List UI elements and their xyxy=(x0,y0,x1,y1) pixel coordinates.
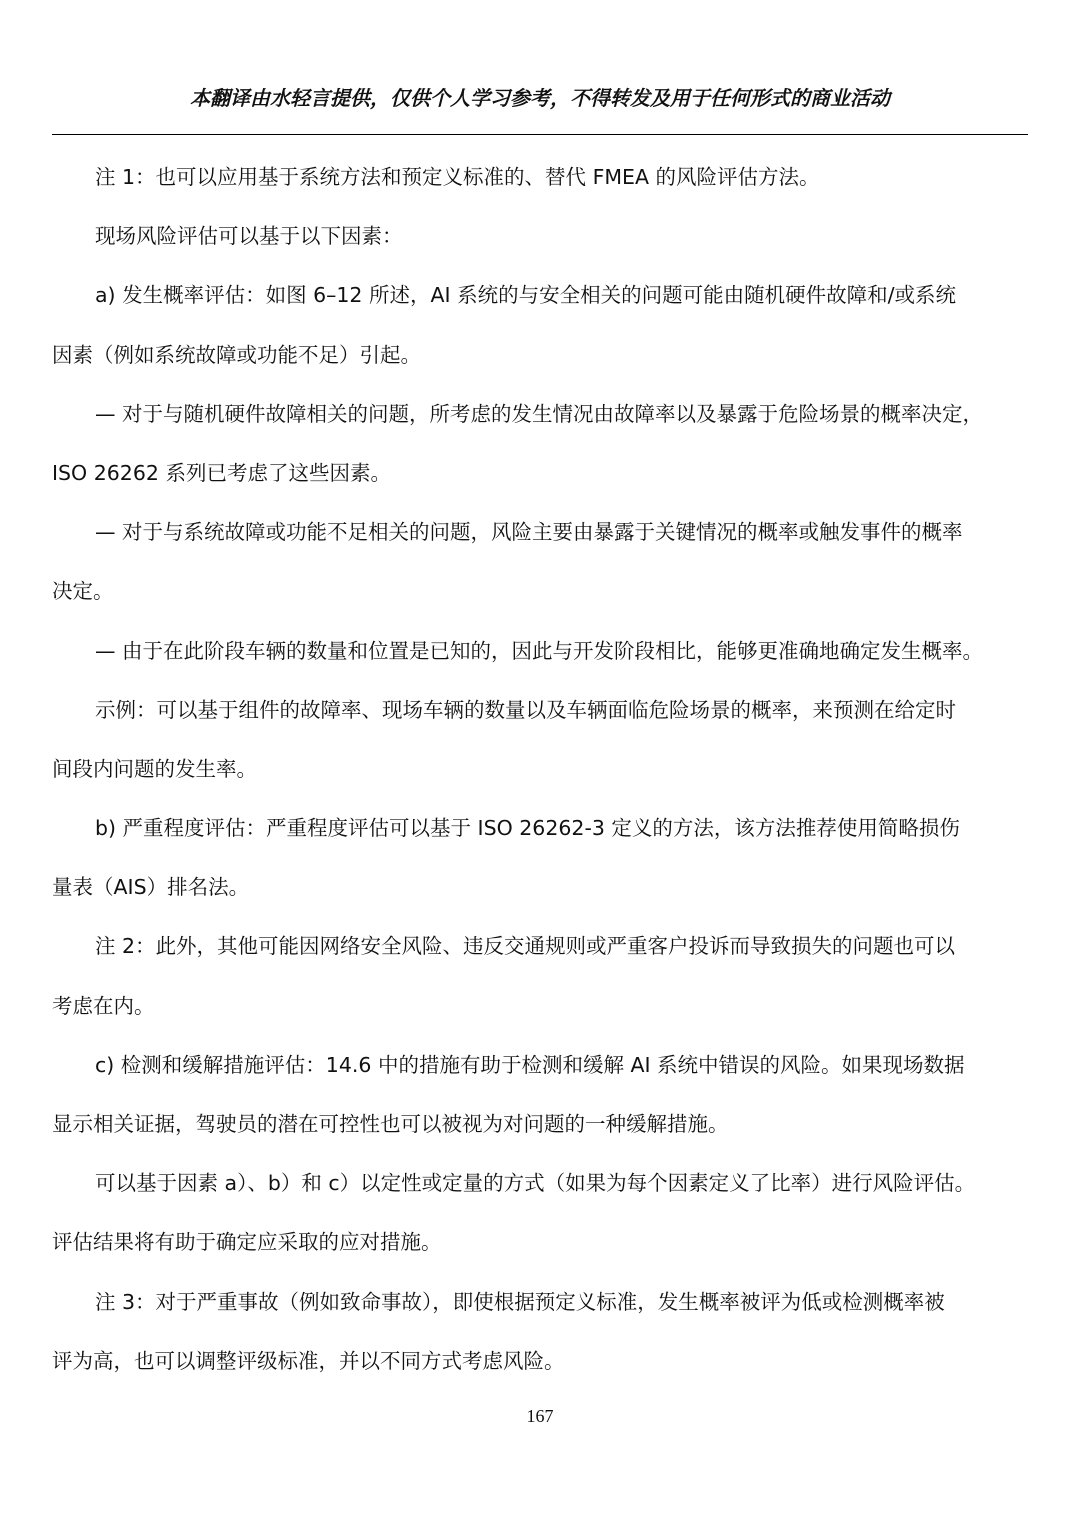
text-line: 注 3：对于严重事故（例如致命事故），即使根据预定义标准，发生概率被评为低或检测概率被 xyxy=(95,1289,945,1314)
text-line: 评估结果将有助于确定应采取的应对措施。 xyxy=(52,1230,442,1255)
text-line: 可以基于因素 a）、b）和 c）以定性或定量的方式（如果为每个因素定义了比率）进行风险评估。 xyxy=(95,1171,976,1196)
text-line: — 对于与随机硬件故障相关的问题，所考虑的发生情况由故障率以及暴露于危险场景的概率决定， xyxy=(95,401,984,426)
text-line: a) 发生概率评估：如图 6–12 所述，AI 系统的与安全相关的问题可能由随机硬件故障和/或系统 xyxy=(95,283,956,308)
text-line: 评为高，也可以调整评级标准，并以不同方式考虑风险。 xyxy=(52,1348,565,1373)
text-line: b) 严重程度评估：严重程度评估可以基于 ISO 26262-3 定义的方法，该方法推荐使用简略损伤 xyxy=(95,816,960,841)
text-line: 显示相关证据，驾驶员的潜在可控性也可以被视为对问题的一种缓解措施。 xyxy=(52,1112,729,1136)
text-line: — 对于与系统故障或功能不足相关的问题，风险主要由暴露于关键情况的概率或触发事件的概率 xyxy=(95,520,963,545)
text-line: 注 2：此外，其他可能因网络安全风险、违反交通规则或严重客户投诉而导致损失的问题也可以 xyxy=(95,934,956,959)
text-line: c) 检测和缓解措施评估：14.6 中的措施有助于检测和缓解 AI 系统中错误的风险。如果现场数据 xyxy=(95,1052,965,1077)
header-divider xyxy=(52,134,1028,135)
document-header: 本翻译由水轻言提供，仅供个人学习参考，不得转发及用于任何形式的商业活动 xyxy=(190,86,890,110)
text-line: 量表（AIS）排名法。 xyxy=(52,875,250,900)
text-line: 决定。 xyxy=(52,579,114,604)
page-number: 167 xyxy=(526,1406,554,1426)
text-line: 考虑在内。 xyxy=(52,993,155,1018)
text-line: — 由于在此阶段车辆的数量和位置是已知的，因此与开发阶段相比，能够更准确地确定发生概率。 xyxy=(95,638,984,663)
text-line: 现场风险评估可以基于以下因素： xyxy=(95,224,403,249)
text-line: 间段内问题的发生率。 xyxy=(52,756,257,781)
text-line: 示例：可以基于组件的故障率、现场车辆的数量以及车辆面临危险场景的概率，来预测在给定时 xyxy=(95,697,956,722)
document-body xyxy=(52,148,1012,1391)
text-line: ISO 26262 系列已考虑了这些因素。 xyxy=(52,460,391,485)
text-line: 因素（例如系统故障或功能不足）引起。 xyxy=(52,342,421,367)
text-line: 注 1：也可以应用基于系统方法和预定义标准的、替代 FMEA 的风险评估方法。 xyxy=(95,165,820,189)
